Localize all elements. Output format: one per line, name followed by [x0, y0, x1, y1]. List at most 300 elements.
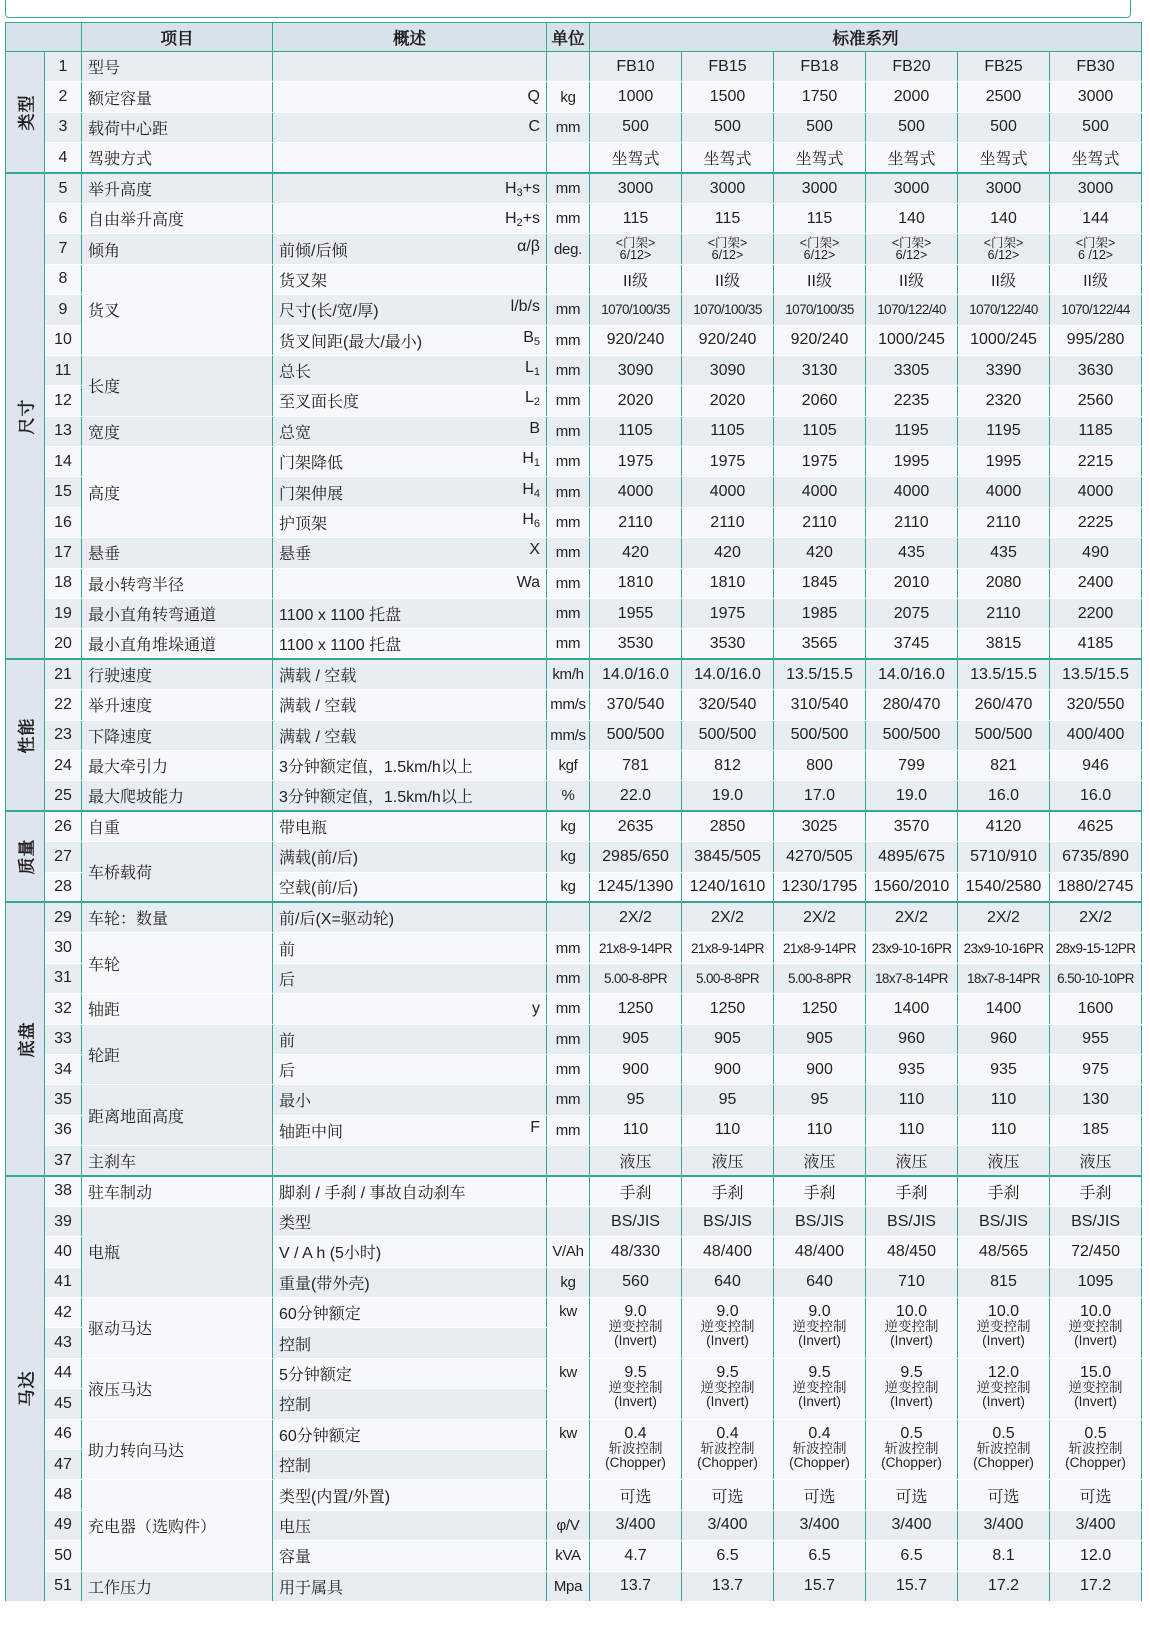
- control-mode: (Invert): [614, 1393, 657, 1409]
- control-type: 逆变控制: [1068, 1319, 1123, 1335]
- overview-cell: [273, 203, 547, 233]
- unit-cell: mm: [547, 933, 590, 963]
- overview-cell: [273, 416, 547, 446]
- rated-power: 0.5: [900, 1424, 923, 1442]
- spec-row: [6, 143, 1142, 173]
- control-mode: (Chopper): [881, 1454, 942, 1470]
- model-value: 144: [1050, 203, 1142, 233]
- spec-row: [6, 1085, 1142, 1115]
- row-number: 40: [45, 1237, 82, 1267]
- model-value: 6735/890: [1050, 842, 1142, 872]
- model-value: 1070/100/35: [590, 295, 682, 325]
- model-value: 4000: [774, 477, 866, 507]
- control-mode: (Invert): [1074, 1333, 1117, 1349]
- category-label: 马达: [17, 1370, 37, 1407]
- model-value: 490: [1050, 538, 1142, 568]
- model-value: II级: [866, 264, 958, 294]
- model-value: 3390: [958, 355, 1050, 385]
- row-number: 2: [45, 82, 82, 112]
- row-number: 19: [45, 599, 82, 629]
- model-value: 手刹: [958, 1176, 1050, 1206]
- row-number: 49: [45, 1510, 82, 1540]
- spec-row: [6, 1571, 1142, 1601]
- model-value: 115: [774, 203, 866, 233]
- model-value: 3/400: [866, 1510, 958, 1540]
- row-number: 48: [45, 1480, 82, 1510]
- model-value: 液压: [1050, 1146, 1142, 1176]
- overview-symbol: [505, 210, 540, 228]
- model-value: [958, 1358, 1050, 1419]
- model-value: 1070/100/35: [774, 295, 866, 325]
- value-line: 6/12>: [711, 248, 744, 263]
- symbol-main: H: [504, 179, 517, 197]
- model-value: 110: [866, 1085, 958, 1115]
- model-value: 5.00-8-8PR: [590, 963, 682, 993]
- model-value: 3815: [958, 629, 1050, 659]
- model-value: 2400: [1050, 568, 1142, 598]
- row-number: 12: [45, 386, 82, 416]
- model-value: 1810: [682, 568, 774, 598]
- model-value: [682, 234, 774, 264]
- item-name: 轮距: [82, 1024, 273, 1085]
- item-name: 车轮：数量: [82, 902, 273, 932]
- row-number: 28: [45, 872, 82, 902]
- symbol-main: B: [523, 328, 534, 346]
- model-value: [682, 1298, 774, 1359]
- control-mode: (Invert): [706, 1393, 749, 1409]
- category-cell: [6, 659, 45, 811]
- row-number: 39: [45, 1206, 82, 1236]
- model-value: 2235: [866, 386, 958, 416]
- model-value: 500/500: [774, 720, 866, 750]
- overview-text: 总长: [279, 364, 312, 382]
- model-value: 14.0/16.0: [866, 659, 958, 689]
- overview-text: 60分钟额定: [279, 1306, 361, 1324]
- rated-power: 9.5: [900, 1363, 923, 1381]
- model-value: 液压: [866, 1146, 958, 1176]
- model-value: 710: [866, 1267, 958, 1297]
- model-value: 2X/2: [958, 902, 1050, 932]
- model-value: 可选: [774, 1480, 866, 1510]
- model-value: 110: [866, 1115, 958, 1145]
- row-number: 26: [45, 811, 82, 841]
- unit-cell: deg.: [547, 234, 590, 264]
- overview-cell: [273, 1510, 547, 1540]
- overview-cell: [273, 842, 547, 872]
- overview-cell: [273, 325, 547, 355]
- model-value: 3565: [774, 629, 866, 659]
- model-value: 500: [958, 112, 1050, 142]
- model-value: 3530: [682, 629, 774, 659]
- row-number: 23: [45, 720, 82, 750]
- unit-cell: kgf: [547, 750, 590, 780]
- model-value: 2010: [866, 568, 958, 598]
- model-value: 3000: [774, 173, 866, 203]
- unit-cell: mm: [547, 507, 590, 537]
- item-name: 自重: [82, 811, 273, 841]
- model-value: 2020: [590, 386, 682, 416]
- model-value: 500: [774, 112, 866, 142]
- model-value: 781: [590, 750, 682, 780]
- overview-text: 最小: [279, 1093, 312, 1111]
- item-name: 轴距: [82, 994, 273, 1024]
- value-line: <门架>: [615, 235, 656, 250]
- control-mode: (Invert): [890, 1333, 933, 1349]
- model-value: 1105: [774, 416, 866, 446]
- category-label: 质量: [17, 838, 37, 875]
- model-value: 5710/910: [958, 842, 1050, 872]
- rated-power: 9.5: [808, 1363, 831, 1381]
- unit-cell: mm: [547, 416, 590, 446]
- model-value: 3630: [1050, 355, 1142, 385]
- item-name: 电瓶: [82, 1206, 273, 1297]
- model-value: BS/JIS: [682, 1206, 774, 1236]
- model-value: 110: [958, 1085, 1050, 1115]
- row-number: 43: [45, 1328, 82, 1358]
- model-value: [1050, 1358, 1142, 1419]
- item-name: 长度: [82, 355, 273, 416]
- model-value: 2060: [774, 386, 866, 416]
- spec-row: [6, 112, 1142, 142]
- row-number: 37: [45, 1146, 82, 1176]
- model-value: 2000: [866, 82, 958, 112]
- model-value: FB25: [958, 52, 1050, 82]
- model-value: 1230/1795: [774, 872, 866, 902]
- overview-cell: [273, 234, 547, 264]
- model-value: 坐驾式: [590, 143, 682, 173]
- spec-row: [6, 994, 1142, 1024]
- item-name: 最大牵引力: [82, 750, 273, 780]
- model-value: 920/240: [590, 325, 682, 355]
- overview-text: 门架降低: [279, 455, 344, 473]
- item-name: 液压马达: [82, 1358, 273, 1419]
- overview-text: 轴距中间: [279, 1123, 344, 1141]
- overview-text: 带电瓶: [279, 820, 328, 838]
- model-value: 320/550: [1050, 690, 1142, 720]
- overview-cell: [273, 143, 547, 173]
- model-value: 1975: [682, 447, 774, 477]
- model-value: 可选: [866, 1480, 958, 1510]
- model-value: 935: [958, 1054, 1050, 1084]
- model-value: 905: [590, 1024, 682, 1054]
- model-value: 1975: [682, 599, 774, 629]
- overview-symbol: [523, 329, 540, 347]
- model-value: 2X/2: [1050, 902, 1142, 932]
- spec-row: [6, 933, 1142, 963]
- model-value: 15.7: [866, 1571, 958, 1601]
- model-value: 2075: [866, 599, 958, 629]
- overview-symbol: l/b/s: [510, 298, 540, 316]
- value-line: <门架>: [799, 235, 840, 250]
- model-value: 3745: [866, 629, 958, 659]
- model-value: 905: [682, 1024, 774, 1054]
- overview-symbol: Wa: [516, 574, 540, 592]
- unit-cell: kg: [547, 1267, 590, 1297]
- model-value: II级: [1050, 264, 1142, 294]
- overview-text: 60分钟额定: [279, 1427, 361, 1445]
- row-number: 38: [45, 1176, 82, 1206]
- overview-cell: [273, 781, 547, 811]
- unit-cell: mm: [547, 203, 590, 233]
- spec-row: [6, 264, 1142, 294]
- model-value: 4000: [682, 477, 774, 507]
- header-item: 项目: [82, 23, 273, 52]
- model-value: 手刹: [866, 1176, 958, 1206]
- item-name: 倾角: [82, 234, 273, 264]
- model-value: 1400: [958, 994, 1050, 1024]
- item-name: 行驶速度: [82, 659, 273, 689]
- symbol-subscript: 4: [533, 487, 540, 500]
- model-value: 5.00-8-8PR: [682, 963, 774, 993]
- model-value: 4000: [1050, 477, 1142, 507]
- control-type: 逆变控制: [976, 1379, 1031, 1395]
- rated-power: 0.4: [716, 1424, 739, 1442]
- rated-power: 9.5: [716, 1363, 739, 1381]
- spec-row: [6, 1146, 1142, 1176]
- unit-cell: [547, 1206, 590, 1236]
- value-line: <门架>: [983, 235, 1024, 250]
- overview-cell: [273, 386, 547, 416]
- model-value: 1105: [682, 416, 774, 446]
- item-name: 型号: [82, 52, 273, 82]
- rated-power: 0.5: [1084, 1424, 1107, 1442]
- unit-cell: mm: [547, 568, 590, 598]
- model-value: 坐驾式: [1050, 143, 1142, 173]
- category-label: 尺寸: [17, 398, 37, 435]
- row-number: 10: [45, 325, 82, 355]
- item-name: 悬垂: [82, 538, 273, 568]
- model-value: 4625: [1050, 811, 1142, 841]
- control-type: 斩波控制: [792, 1440, 847, 1456]
- model-value: 23x9-10-16PR: [958, 933, 1050, 963]
- model-value: [866, 1298, 958, 1359]
- model-value: 1195: [866, 416, 958, 446]
- model-value: 3/400: [682, 1510, 774, 1540]
- model-value: 960: [958, 1024, 1050, 1054]
- row-number: 3: [45, 112, 82, 142]
- unit-cell: mm: [547, 599, 590, 629]
- overview-text: 用于属具: [279, 1579, 344, 1597]
- rated-power: 0.4: [624, 1424, 647, 1442]
- overview-text: 容量: [279, 1549, 312, 1567]
- model-value: 110: [774, 1115, 866, 1145]
- category-label: 类型: [17, 94, 37, 131]
- model-value: [774, 1298, 866, 1359]
- rated-power: 9.0: [624, 1303, 647, 1321]
- spec-row: [6, 173, 1142, 203]
- unit-cell: [547, 52, 590, 82]
- overview-text: 控制: [279, 1458, 312, 1476]
- rated-power: 9.0: [808, 1303, 831, 1321]
- overview-cell: [273, 994, 547, 1024]
- control-type: 斩波控制: [884, 1440, 939, 1456]
- row-number: 7: [45, 234, 82, 264]
- spec-row: [6, 1206, 1142, 1236]
- spec-row: [6, 234, 1142, 264]
- overview-text: 前倾/后倾: [279, 242, 348, 260]
- overview-text: 类型: [279, 1215, 312, 1233]
- model-value: 4000: [590, 477, 682, 507]
- model-value: 2850: [682, 811, 774, 841]
- model-value: 17.0: [774, 781, 866, 811]
- model-value: 320/540: [682, 690, 774, 720]
- spec-row: [6, 720, 1142, 750]
- model-value: 1975: [774, 447, 866, 477]
- item-name: 驾驶方式: [82, 143, 273, 173]
- symbol-subscript: 3: [516, 186, 523, 199]
- model-value: 500: [590, 112, 682, 142]
- model-value: 1250: [774, 994, 866, 1024]
- model-value: 800: [774, 750, 866, 780]
- overview-cell: [273, 1480, 547, 1510]
- item-name: 载荷中心距: [82, 112, 273, 142]
- model-value: 435: [866, 538, 958, 568]
- unit-cell: mm: [547, 994, 590, 1024]
- model-value: BS/JIS: [590, 1206, 682, 1236]
- model-value: 1070/122/40: [958, 295, 1050, 325]
- model-value: 1000/245: [866, 325, 958, 355]
- unit-cell: mm: [547, 112, 590, 142]
- model-value: 4895/675: [866, 842, 958, 872]
- rated-power: 15.0: [1079, 1363, 1112, 1381]
- unit-cell: [547, 1480, 590, 1510]
- model-value: 955: [1050, 1024, 1142, 1054]
- model-value: 960: [866, 1024, 958, 1054]
- row-number: 9: [45, 295, 82, 325]
- row-number: 50: [45, 1541, 82, 1571]
- overview-text: 空载(前/后): [279, 880, 359, 898]
- model-value: 3090: [590, 355, 682, 385]
- overview-cell: [273, 447, 547, 477]
- overview-text: V / A h (5小时): [279, 1245, 382, 1263]
- model-value: II级: [590, 264, 682, 294]
- model-value: 18x7-8-14PR: [958, 963, 1050, 993]
- model-value: 液压: [590, 1146, 682, 1176]
- overview-text: 满载(前/后): [279, 850, 359, 868]
- model-value: 310/540: [774, 690, 866, 720]
- model-value: 3570: [866, 811, 958, 841]
- row-number: 27: [45, 842, 82, 872]
- control-mode: (Invert): [798, 1333, 841, 1349]
- unit-cell: mm: [547, 295, 590, 325]
- model-value: FB15: [682, 52, 774, 82]
- model-value: 3530: [590, 629, 682, 659]
- overview-cell: [273, 264, 547, 294]
- spec-row: [6, 203, 1142, 233]
- overview-cell: [273, 902, 547, 932]
- control-mode: (Invert): [614, 1333, 657, 1349]
- row-number: 46: [45, 1419, 82, 1449]
- model-value: 2635: [590, 811, 682, 841]
- unit-cell: [547, 143, 590, 173]
- control-type: 斩波控制: [700, 1440, 755, 1456]
- overview-cell: [273, 1449, 547, 1479]
- model-value: 手刹: [682, 1176, 774, 1206]
- model-value: 400/400: [1050, 720, 1142, 750]
- item-name: 距离地面高度: [82, 1085, 273, 1146]
- overview-cell: [273, 933, 547, 963]
- model-value: 1750: [774, 82, 866, 112]
- unit-cell: mm: [547, 477, 590, 507]
- model-value: 48/450: [866, 1237, 958, 1267]
- rated-power: 10.0: [1079, 1303, 1112, 1321]
- control-mode: (Invert): [982, 1333, 1025, 1349]
- model-value: 17.2: [958, 1571, 1050, 1601]
- row-number: 15: [45, 477, 82, 507]
- model-value: 500: [866, 112, 958, 142]
- model-value: 23x9-10-16PR: [866, 933, 958, 963]
- overview-symbol: [505, 180, 540, 198]
- model-value: 28x9-15-12PR: [1050, 933, 1142, 963]
- overview-cell: [273, 538, 547, 568]
- control-mode: (Chopper): [697, 1454, 758, 1470]
- value-line: 6/12>: [987, 248, 1020, 263]
- model-value: 2560: [1050, 386, 1142, 416]
- model-value: 130: [1050, 1085, 1142, 1115]
- model-value: 4000: [958, 477, 1050, 507]
- overview-cell: [273, 1054, 547, 1084]
- unit-cell: mm: [547, 386, 590, 416]
- item-name: 货叉: [82, 264, 273, 355]
- model-value: 1185: [1050, 416, 1142, 446]
- unit-cell: mm/s: [547, 720, 590, 750]
- category-cell: [6, 52, 45, 174]
- spec-row: [6, 1024, 1142, 1054]
- model-value: 2080: [958, 568, 1050, 598]
- row-number: 35: [45, 1085, 82, 1115]
- model-value: 液压: [682, 1146, 774, 1176]
- model-value: 1995: [958, 447, 1050, 477]
- spec-row: [6, 1298, 1142, 1328]
- row-number: 34: [45, 1054, 82, 1084]
- item-name: 最小直角转弯通道: [82, 599, 273, 629]
- top-frame-border: [5, 0, 1131, 18]
- control-type: 逆变控制: [700, 1319, 755, 1335]
- model-value: 6.5: [866, 1541, 958, 1571]
- row-number: 6: [45, 203, 82, 233]
- overview-cell: [273, 872, 547, 902]
- model-value: 640: [774, 1267, 866, 1297]
- model-value: 坐驾式: [682, 143, 774, 173]
- model-value: 1500: [682, 82, 774, 112]
- spec-row: [6, 52, 1142, 82]
- model-value: 1985: [774, 599, 866, 629]
- overview-text: 货叉架: [279, 272, 328, 290]
- item-name: 宽度: [82, 416, 273, 446]
- model-value: 17.2: [1050, 1571, 1142, 1601]
- value-line: <门架>: [1075, 235, 1116, 250]
- unit-cell: mm: [547, 355, 590, 385]
- item-name: 举升速度: [82, 690, 273, 720]
- model-value: 2500: [958, 82, 1050, 112]
- unit-cell: mm: [547, 963, 590, 993]
- model-value: 95: [774, 1085, 866, 1115]
- model-value: 500/500: [682, 720, 774, 750]
- control-type: 逆变控制: [608, 1379, 663, 1395]
- model-value: [590, 1419, 682, 1480]
- overview-symbol: B: [529, 419, 540, 437]
- model-value: 13.5/15.5: [1050, 659, 1142, 689]
- unit-cell: V/Ah: [547, 1237, 590, 1267]
- unit-cell: %: [547, 781, 590, 811]
- unit-cell: kVA: [547, 1541, 590, 1571]
- overview-cell: [273, 568, 547, 598]
- model-value: 13.5/15.5: [958, 659, 1050, 689]
- model-value: 2320: [958, 386, 1050, 416]
- control-type: 逆变控制: [1068, 1379, 1123, 1395]
- model-value: 2215: [1050, 447, 1142, 477]
- control-type: 斩波控制: [976, 1440, 1031, 1456]
